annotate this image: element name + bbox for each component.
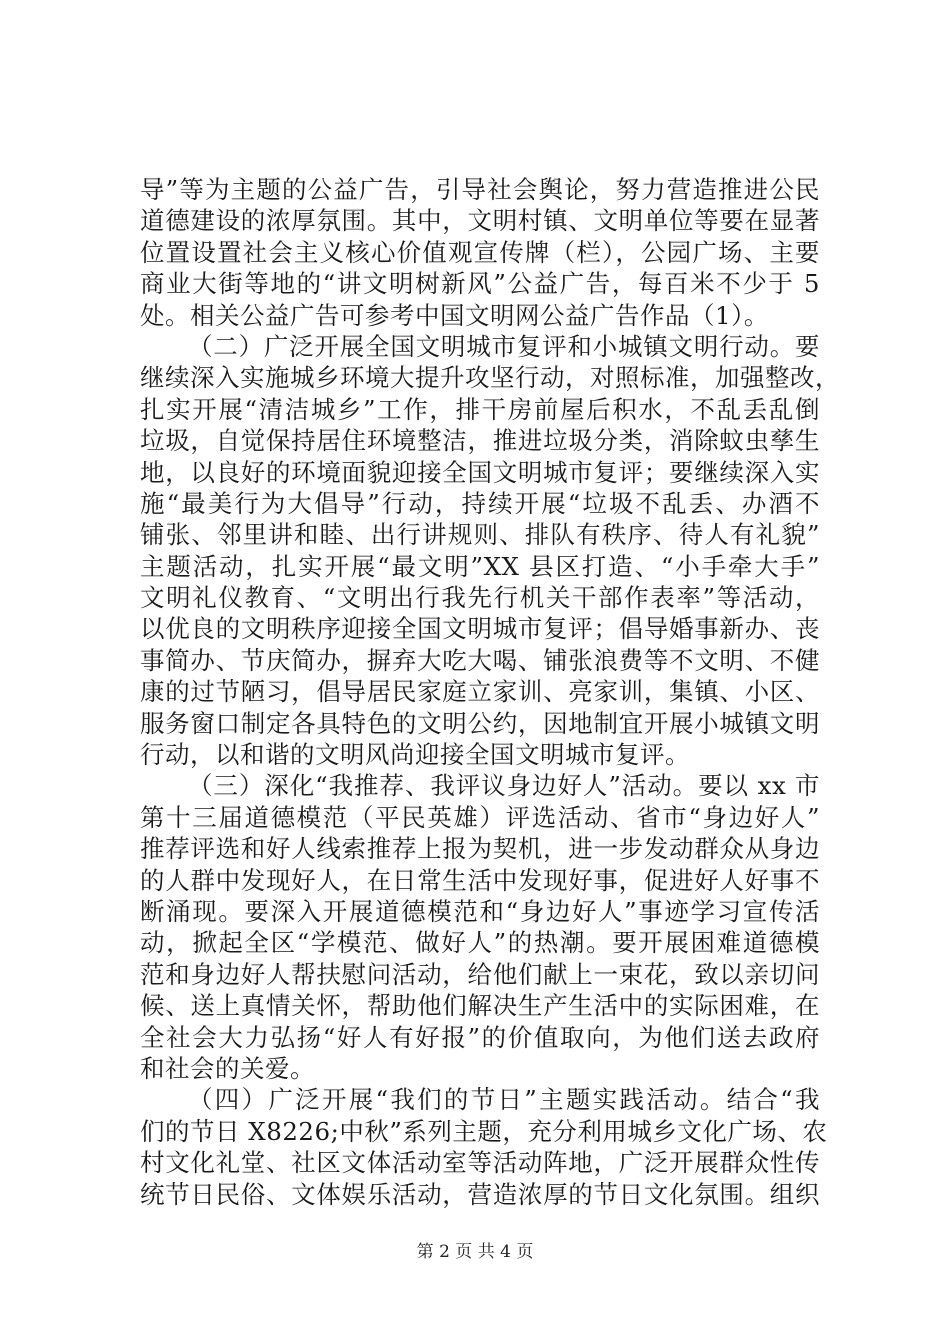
paragraph-start-line: （三）深化“我推荐、我评议身边好人”活动。要以 xx 市 [188,771,820,801]
text-line: 处。相关公益广告可参考中国文明网公益广告作品（1）。 [140,300,769,330]
text-line: 扎实开展“清洁城乡”工作，排干房前屋后积水，不乱丢乱倒 [140,394,820,424]
text-line: 道德建设的浓厚氛围。其中，文明村镇、文明单位等要在显著 [140,206,820,236]
text-line: 文明礼仪教育、“文明出行我先行机关干部作表率”等活动， [140,583,820,613]
text-line: 垃圾，自觉保持居住环境整洁，推进垃圾分类，消除蚊虫孳生 [140,426,820,456]
text-line: 位置设置社会主义核心价值观宣传牌（栏），公园广场、主要 [140,237,820,267]
document-body [140,174,840,1210]
text-line: 主题活动，扎实开展“最文明”XX 县区打造、“小手牵大手” [140,551,820,581]
text-line: 铺张、邻里讲和睦、出行讲规则、排队有秩序、待人有礼貌” [140,520,820,550]
text-line: 服务窗口制定各具特色的文明公约，因地制宜开展小城镇文明 [140,708,820,738]
paragraph-start-line: （四）广泛开展“我们的节日”主题实践活动。结合“我 [188,1085,820,1115]
text-line: 和社会的关爱。 [140,1053,315,1083]
text-line: 范和身边好人帮扶慰问活动，给他们献上一束花，致以亲切问 [140,959,820,989]
text-line: 地，以良好的环境面貌迎接全国文明城市复评；要继续深入实 [140,457,820,487]
text-line: 们的节日 X8226;中秋”系列主题，充分利用城乡文化广场、农 [140,1116,828,1146]
paragraph-start-line: （二）广泛开展全国文明城市复评和小城镇文明行动。要 [188,331,820,361]
text-line: 统节日民俗、文体娱乐活动，营造浓厚的节日文化氛围。组织 [140,1179,820,1209]
text-line: 的人群中发现好人，在日常生活中发现好事，促进好人好事不 [140,865,820,895]
text-line: 断涌现。要深入开展道德模范和“身边好人”事迹学习宣传活 [140,896,820,926]
text-line: 村文化礼堂、社区文体活动室等活动阵地，广泛开展群众性传 [140,1148,820,1178]
text-line: 导”等为主题的公益广告，引导社会舆论，努力营造推进公民 [140,175,820,204]
text-line: 以优良的文明秩序迎接全国文明城市复评；倡导婚事新办、丧 [140,614,820,644]
text-line: 康的过节陋习，倡导居民家庭立家训、亮家训，集镇、小区、 [140,677,820,707]
text-line: 动，掀起全区“学模范、做好人”的热潮。要开展困难道德模 [140,928,820,958]
text-line: 继续深入实施城乡环境大提升攻坚行动，对照标准，加强整改， [140,363,840,393]
text-line: 施“最美行为大倡导”行动，持续开展“垃圾不乱丢、办酒不 [140,488,820,518]
text-line: 候、送上真情关怀，帮助他们解决生产生活中的实际困难，在 [140,991,820,1021]
text-line: 行动，以和谐的文明风尚迎接全国文明城市复评。 [140,740,690,770]
page-number-footer: 第 2 页 共 4 页 [416,1242,534,1262]
text-line: 商业大街等地的“讲文明树新风”公益广告，每百米不少于 5 [140,269,820,299]
text-line: 事简办、节庆简办，摒弃大吃大喝、铺张浪费等不文明、不健 [140,645,820,675]
text-line: 推荐评选和好人线索推荐上报为契机，进一步发动群众从身边 [140,834,820,864]
text-line: 全社会大力弘扬“好人有好报”的价值取向，为他们送去政府 [140,1022,820,1052]
text-line: 第十三届道德模范（平民英雄）评选活动、省市“身边好人” [140,802,820,832]
